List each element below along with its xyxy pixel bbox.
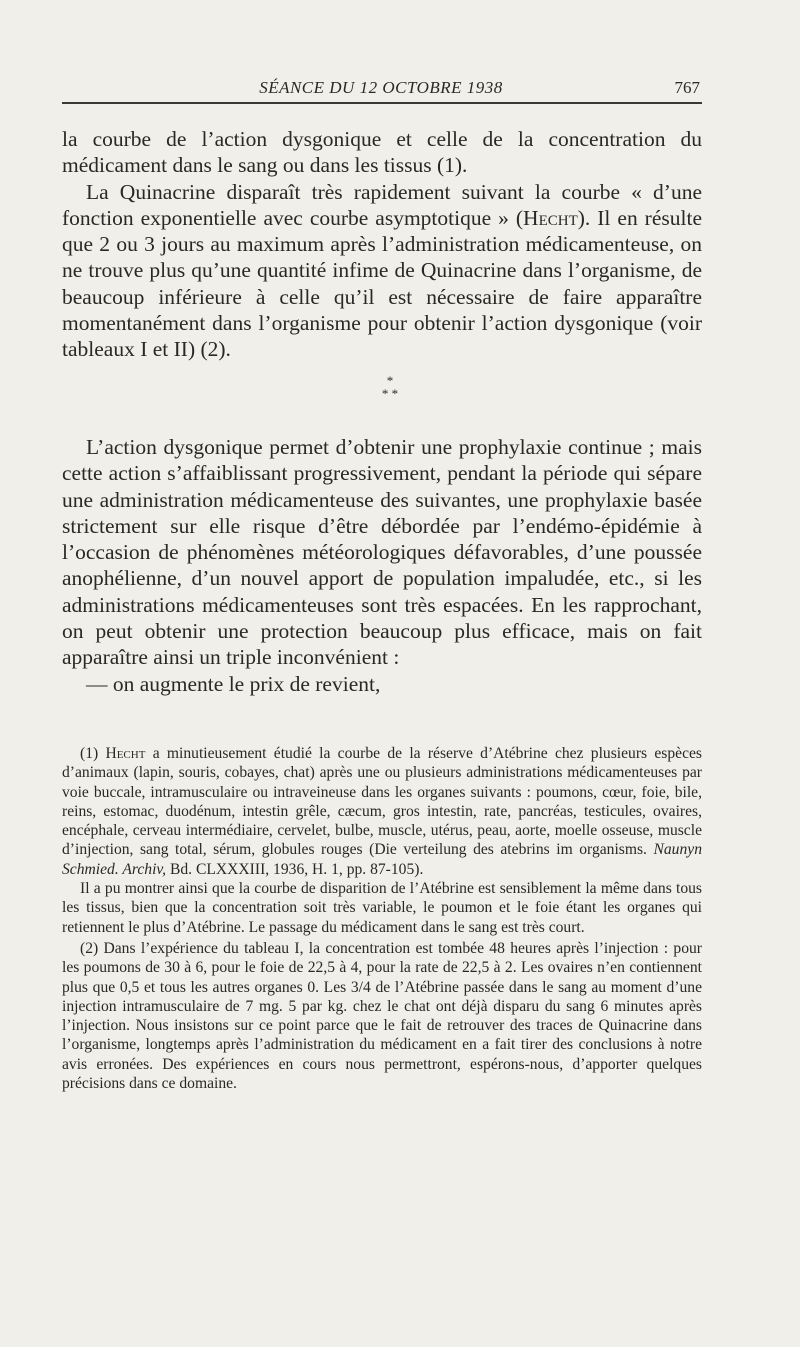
paragraph-text: La Quinacrine disparaît très rapidement suivant la courbe « d’une fonction exponentielle avec courbe asymptotique » ( xyxy=(62,179,702,230)
paragraph-text: ). Il en résulte que 2 ou 3 jours au maximum après l’administration médicamenteuse, on ne trouve plus qu’une quantité infime de Quinacrine dans l’organisme, de beaucoup inférieure à celle qu’il est nécessaire de faire apparaître momentanément dans l’organisme pour obtenir l’action dysgonique (voir tableaux I et II) (2). xyxy=(62,205,702,362)
section-2 xyxy=(62,434,702,697)
section-1 xyxy=(62,126,702,363)
asterism-bottom: * * xyxy=(381,386,399,401)
footnote-marker: (1) xyxy=(80,745,106,762)
paragraph-quinacrine xyxy=(62,179,702,363)
header-rule xyxy=(62,102,702,104)
footnote-text: a minutieusement étudié la courbe de la réserve d’Atébrine chez plusieurs espèces d’animaux (lapin, souris, cobayes, chat) après une ou plusieurs administrations médicamenteuses par voie buccale, intramusculaire ou intraveineuse dans les organes suivants : poumons, cœur, foie, bile, reins, estomac, duodénum, intestin grêle, cæcum, gros intestin, rate, pancréas, testicules, ovaires, encéphale, cerveau intermédiaire, cervelet, bulbe, muscle, utérus, peau, aorte, moelle osseuse, muscle d’injection, sang total, sérum, globules rouges (Die verteilung des atebrins im organisms. xyxy=(62,745,702,859)
footnote-1 xyxy=(62,744,702,879)
author-name: Hecht xyxy=(105,745,146,762)
paragraph-list-item: — on augmente le prix de revient, xyxy=(86,671,381,696)
asterism xyxy=(350,374,430,400)
footnote-2: (2) Dans l’expérience du tableau I, la concentration est tombée 48 heures après l’injection : pour les poumons de 30 à 6, pour le foie de 22,5 à 4, pour la rate de 22,5 à 2. Les ovaires n’en contiennent plus que 0,5 et tous les autres organes 0. Les 3/4 de l’Atébrine passée dans le sang au moment d’une injection intramusculaire de 7 mg. 5 par kg. chez le chat ont déjà disparu du sang 6 minutes après l’injection. Nous insistons sur ce point parce que le fait de retrouver des traces de Quinacrine dans l’organisme, longtemps après l’administration du médicament en a fait tirer des conclusions à notre avis erronées. Des expériences en cours nous permettront, espérons-nous, d’apporter quelques précisions dans ce domaine. xyxy=(62,939,702,1093)
running-header xyxy=(62,78,700,104)
paragraph-continuation: la courbe de l’action dysgonique et celle de la concentration du médicament dans le sang ou dans les tissus (1). xyxy=(62,127,702,178)
paragraph-action: L’action dysgonique permet d’obtenir une prophylaxie continue ; mais cette action s’affaiblissant progressivement, pendant la période qui sépare une administration médicamenteuse des suivantes, une prophylaxie basée strictement sur elle risque d’être débordée par l’endémo-épidémie à l’occasion de phénomènes météorologiques défavorables, d’une poussée anophélienne, d’un nouvel apport de population impaludée, etc., si les administrations médicamenteuses sont très espacées. En les rapprochant, on peut obtenir une protection beaucoup plus efficace, mais on fait apparaître ainsi un triple inconvénient : xyxy=(62,435,702,670)
author-name: Hecht xyxy=(523,205,578,230)
header-title: SÉANCE DU 12 OCTOBRE 1938 xyxy=(259,78,503,97)
footnote-1-continued: Il a pu montrer ainsi que la courbe de disparition de l’Atébrine est sensiblement la même dans tous les tissus, bien que la concentration soit très variable, le poumon et le foie étant les organes qui retiennent le plus d’Atébrine. Le passage du médicament dans le sang est très court. xyxy=(62,880,702,936)
footnotes xyxy=(62,744,702,1093)
journal-title: Naunyn Schmied. Archiv, xyxy=(62,841,702,878)
page-number: 767 xyxy=(674,78,700,97)
asterism-top: * xyxy=(386,373,394,388)
footnote-ref: Bd. CLXXXIII, 1936, H. 1, pp. 87-105). xyxy=(166,860,424,878)
